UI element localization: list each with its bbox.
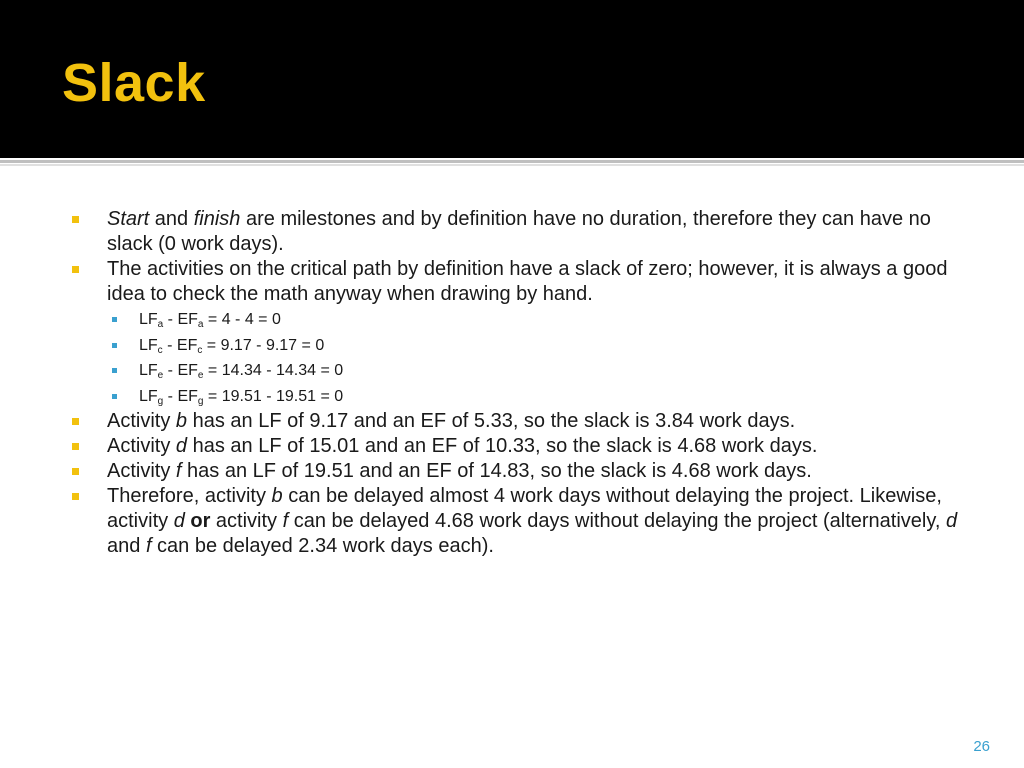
sub-bullet-c: $LF_c - EF_c = 9.17 - 9.17 = 0$ xyxy=(72,333,972,359)
title-divider-secondary xyxy=(0,164,1024,166)
bullet-start-finish: Start and finish are milestones and by definition have no duration, therefore they can have no slack (0 work days). xyxy=(72,207,972,257)
page-number: 26 xyxy=(973,738,990,755)
square-bullet-icon xyxy=(72,418,79,425)
slide-title: Slack xyxy=(62,53,206,113)
square-bullet-icon xyxy=(72,468,79,475)
square-bullet-icon xyxy=(112,343,117,348)
square-bullet-icon xyxy=(112,317,117,322)
bullet-activity-f: Activity f has an LF of 19.51 and an EF of 14.83, so the slack is 4.68 work days. xyxy=(72,459,972,484)
bullet-activity-b: Activity b has an LF of 9.17 and an EF of 5.33, so the slack is 3.84 work days. xyxy=(72,409,972,434)
bullet-conclusion: Therefore, activity b can be delayed almost 4 work days without delaying the project. Likewise, activity d or activity f can be delayed 4.68 work days without delaying the project (alternatively, d and f can be delayed 2.34 work days each). xyxy=(72,484,972,559)
bullet-critical-path: The activities on the critical path by definition have a slack of zero; however, it is always a good idea to check the math anyway when drawing by hand. xyxy=(72,257,972,307)
square-bullet-icon xyxy=(112,394,117,399)
square-bullet-icon xyxy=(72,443,79,450)
square-bullet-icon xyxy=(72,266,79,273)
sub-bullet-e: $LF_e - EF_e = 14.34 - 14.34 = 0$ xyxy=(72,358,972,384)
sub-bullet-g: $LF_g - EF_g = 19.51 - 19.51 = 0$ xyxy=(72,384,972,410)
bullet-activity-d: Activity d has an LF of 15.01 and an EF of 10.33, so the slack is 4.68 work days. xyxy=(72,434,972,459)
title-divider xyxy=(0,160,1024,163)
title-bar xyxy=(0,0,1024,158)
sub-bullet-a: $LF_a - EF_a = 4 - 4 = 0$ xyxy=(72,307,972,333)
square-bullet-icon xyxy=(72,493,79,500)
square-bullet-icon xyxy=(112,368,117,373)
slide-body xyxy=(72,207,972,559)
square-bullet-icon xyxy=(72,216,79,223)
